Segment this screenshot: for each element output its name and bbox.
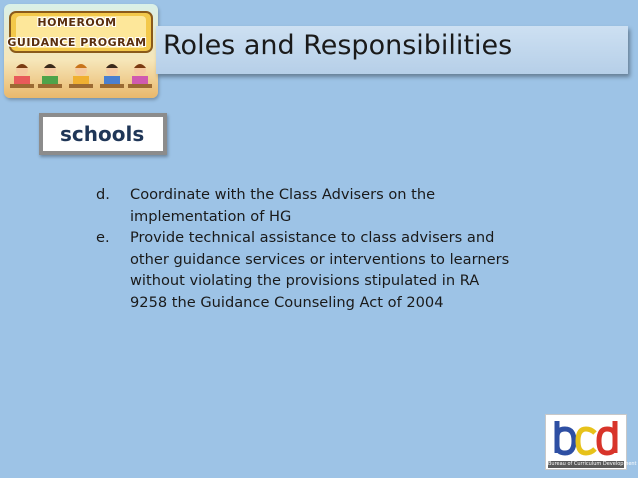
list-item-line: without violating the provisions stipulated in RA: [130, 272, 480, 289]
list-item: [96, 184, 596, 227]
responsibilities-list: [96, 184, 596, 313]
list-item-line: other guidance services or interventions to learners: [130, 250, 510, 268]
logo-text-guidance-program: GUIDANCE PROGRAM: [7, 36, 147, 49]
title-bar: [156, 26, 628, 74]
list-item-line: 9258 the Guidance Counseling Act of 2004: [130, 293, 444, 311]
slide-title: Roles and Responsibilities: [163, 30, 513, 61]
bcd-logo: [545, 414, 637, 470]
children-at-desks-icon: [6, 60, 156, 96]
section-label: schools: [60, 122, 145, 146]
section-label-box: [39, 113, 167, 155]
logo-text-homeroom: HOMEROOM: [37, 16, 117, 29]
list-item-line: implementation of HG: [130, 207, 292, 225]
list-marker: e.: [96, 229, 110, 246]
list-marker: d.: [96, 186, 110, 203]
bcd-letters-icon: [549, 417, 625, 459]
list-item-line: Provide technical assistance to class advisers and: [130, 229, 495, 246]
homeroom-guidance-logo: [4, 4, 158, 98]
list-item: [96, 227, 596, 313]
bcd-caption: Bureau of Curriculum Development: [548, 461, 637, 467]
list-item-line: Coordinate with the Class Advisers on the: [130, 186, 436, 203]
